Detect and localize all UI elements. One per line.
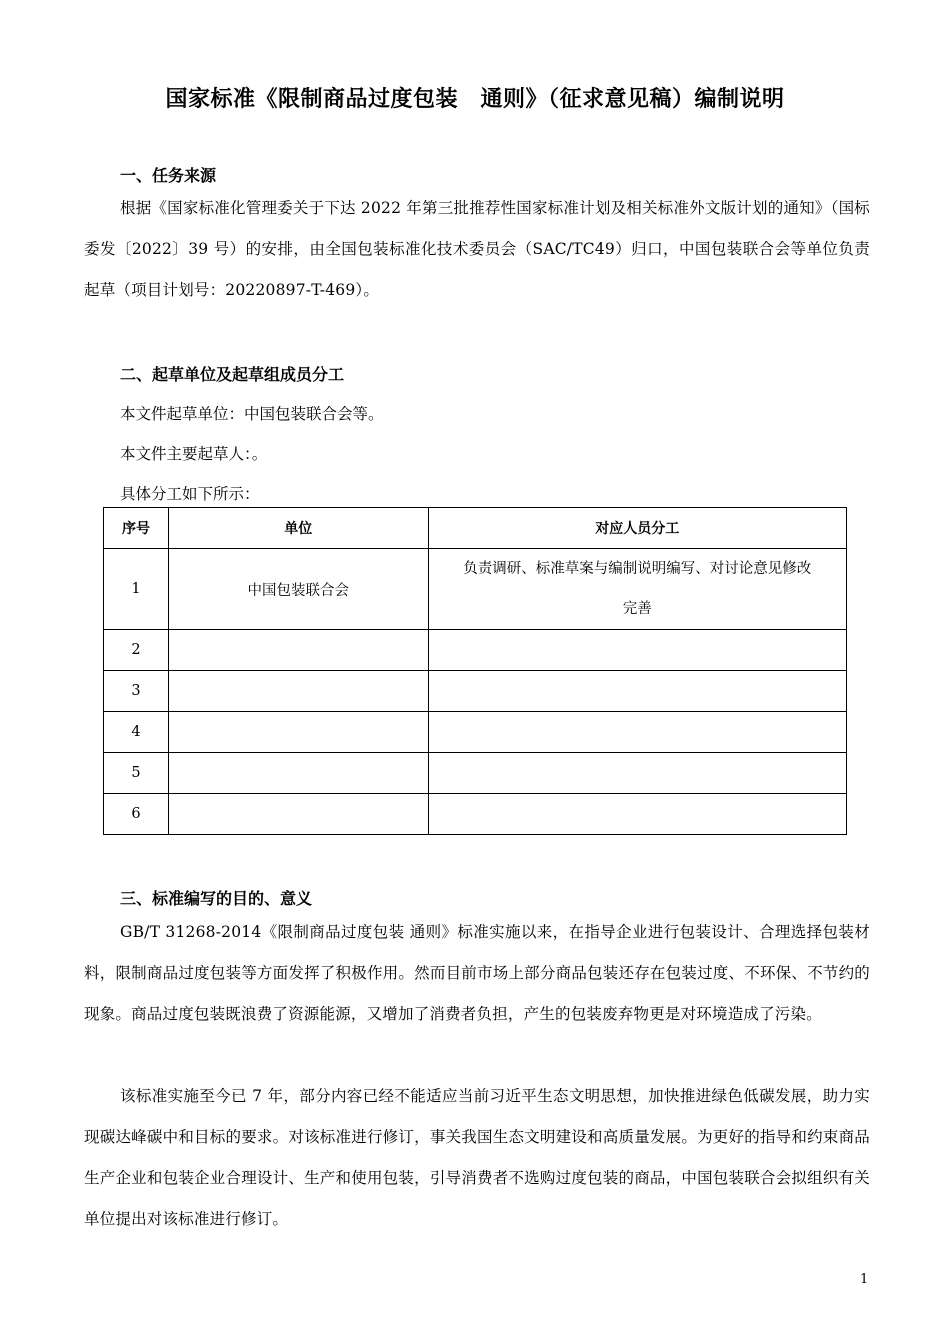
cell-duty (428, 630, 846, 671)
document-title: 国家标准《限制商品过度包装 通则》（征求意见稿）编制说明 (165, 87, 785, 112)
table-row (104, 549, 847, 630)
cell-no: 5 (104, 753, 169, 794)
cell-unit (168, 671, 428, 712)
duty-line-2: 完善 (622, 601, 652, 617)
table-row (104, 794, 847, 835)
cell-unit (168, 630, 428, 671)
page-number: 1 (860, 1272, 869, 1287)
drafting-unit-line: 本文件起草单位：中国包装联合会等。 (120, 405, 384, 423)
cell-unit (168, 712, 428, 753)
section-heading-purpose: 三、标准编写的目的、意义 (120, 889, 313, 908)
header-duty: 对应人员分工 (428, 508, 846, 549)
paragraph-purpose-1: GB/T 31268-2014《限制商品过度包装 通则》标准实施以来，在指导企业进行包装设计、合理选择包装材料，限制商品过度包装等方面发挥了积极作用。然而目前市场上部分商品包装还存在包装过度、不环保、不节约的现象。商品过度包装既浪费了资源能源，又增加了消费者负担，产生的包装废弃物更是对环境造成了污染。 (84, 923, 870, 1023)
table-row (104, 753, 847, 794)
section-heading-drafting-units: 二、起草单位及起草组成员分工 (120, 365, 345, 384)
cell-unit (168, 794, 428, 835)
header-no: 序号 (104, 508, 169, 549)
duty-line-1: 负责调研、标准草案与编制说明编写、对讨论意见修改 (463, 561, 812, 577)
section-heading-task-source: 一、任务来源 (120, 166, 217, 185)
table-row (104, 712, 847, 753)
table-header-row (104, 508, 847, 549)
cell-no: 4 (104, 712, 169, 753)
cell-duty (428, 712, 846, 753)
cell-no: 6 (104, 794, 169, 835)
paragraph-task-source: 根据《国家标准化管理委关于下达 2022 年第三批推荐性国家标准计划及相关标准外文版计划的通知》（国标委发〔2022〕39 号）的安排，由全国包装标准化技术委员会（SAC/TC49）归口，中国包装联合会等单位负责起草（项目计划号：20220897-T-469）。 (84, 199, 870, 299)
cell-duty (428, 794, 846, 835)
cell-no: 1 (104, 549, 169, 630)
main-drafter-line: 本文件主要起草人：。 (120, 445, 268, 463)
cell-unit (168, 753, 428, 794)
header-unit: 单位 (168, 508, 428, 549)
division-intro-line: 具体分工如下所示： (120, 485, 260, 503)
cell-no: 2 (104, 630, 169, 671)
cell-unit: 中国包装联合会 (168, 549, 428, 630)
division-table (103, 507, 847, 835)
cell-duty (428, 671, 846, 712)
table-row (104, 630, 847, 671)
paragraph-purpose-2: 该标准实施至今已 7 年，部分内容已经不能适应当前习近平生态文明思想，加快推进绿色低碳发展，助力实现碳达峰碳中和目标的要求。对该标准进行修订，事关我国生态文明建设和高质量发展。为更好的指导和约束商品生产企业和包装企业合理设计、生产和使用包装，引导消费者不选购过度包装的商品，中国包装联合会拟组织有关单位提出对该标准进行修订。 (84, 1087, 870, 1228)
table-row (104, 671, 847, 712)
cell-no: 3 (104, 671, 169, 712)
cell-duty (428, 549, 846, 630)
cell-duty (428, 753, 846, 794)
